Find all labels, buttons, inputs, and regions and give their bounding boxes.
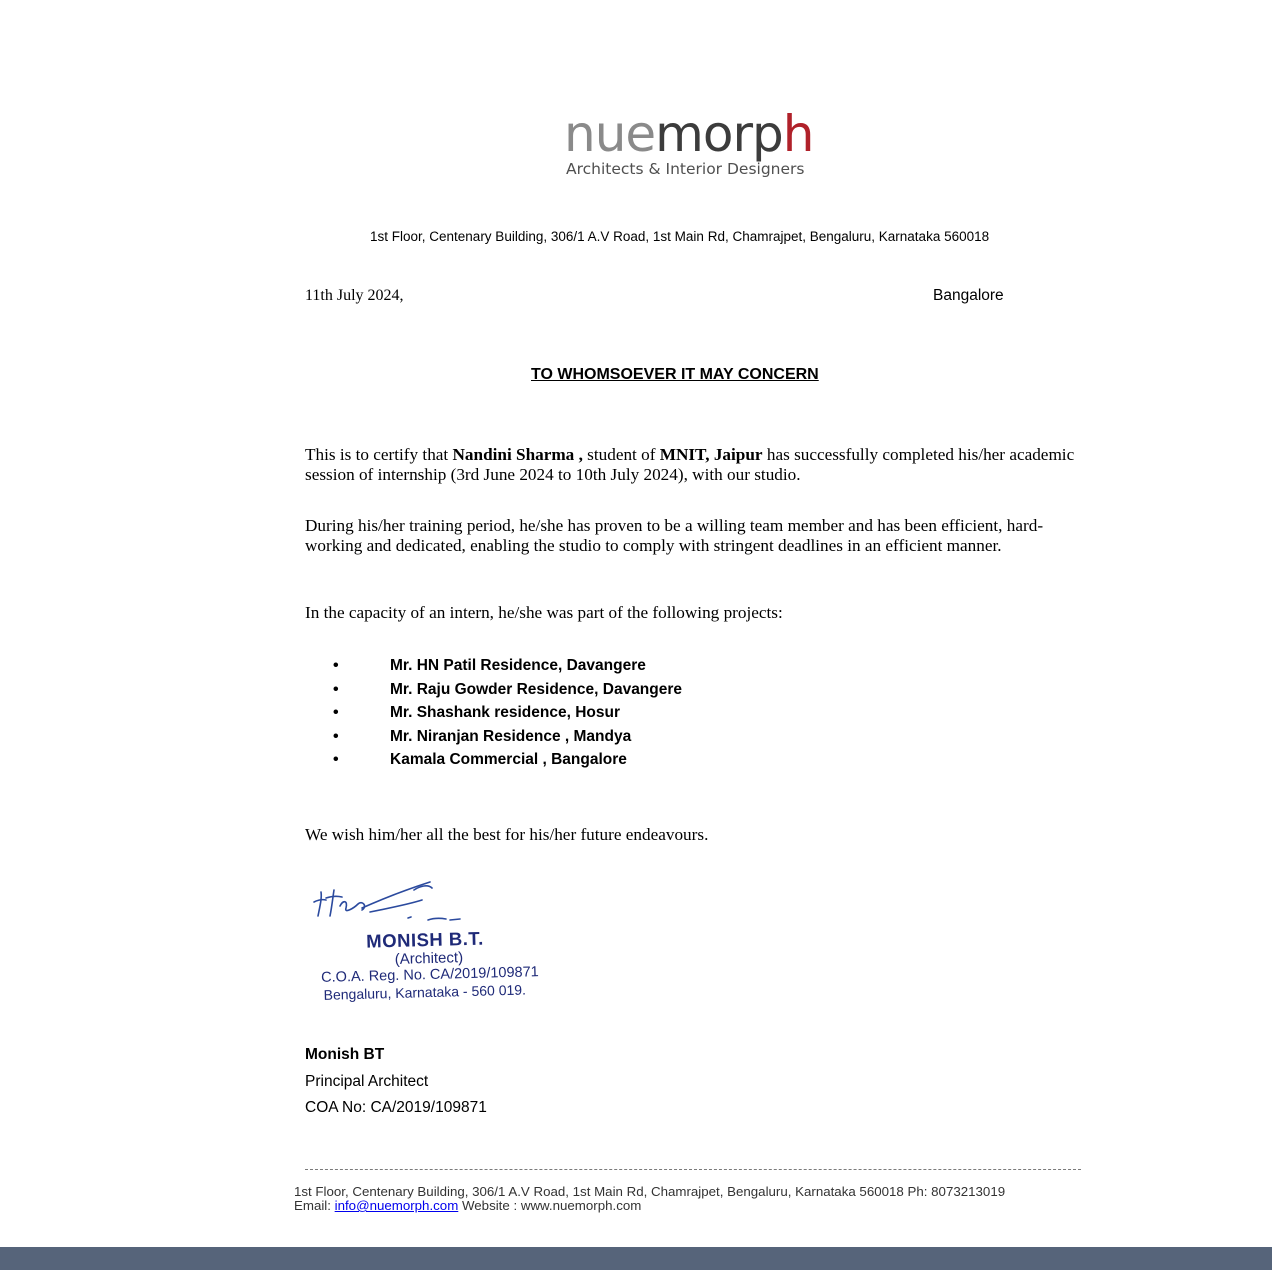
company-logo (562, 105, 832, 184)
stamp-registration: C.O.A. Reg. No. CA/2019/109871 (320, 964, 539, 986)
project-list (333, 654, 682, 772)
list-item: • Mr. Niranjan Residence , Mandya (333, 725, 682, 749)
email-link[interactable]: info@nuemorph.com (334, 1198, 459, 1213)
list-item: • Mr. Raju Gowder Residence, Davangere (333, 678, 682, 702)
letterhead-address: 1st Floor, Centenary Building, 306/1 A.V Road, 1st Main Rd, Chamrajpet, Bengaluru, Karnataka 560018 (370, 229, 990, 244)
signatory-title: Principal Architect (305, 1073, 429, 1090)
performance-paragraph: During his/her training period, he/she has proven to be a willing team member and has been efficient, hard-working and dedicated, enabling the studio to comply with stringent deadlines in an efficient manner. (305, 516, 1044, 555)
footer-divider (305, 1169, 1081, 1180)
intern-name: Nandini Sharma , (452, 445, 583, 464)
stamp-name: MONISH B.T. (365, 927, 485, 952)
letter-place: Bangalore (933, 287, 1004, 304)
letter-heading: TO WHOMSOEVER IT MAY CONCERN (531, 366, 819, 383)
stamp-role: (Architect) (394, 949, 464, 968)
website-text: Website : www.nuemorph.com (458, 1198, 642, 1213)
list-item: • Mr. HN Patil Residence, Davangere (333, 654, 682, 678)
letter-date: 11th July 2024, (305, 287, 404, 304)
bottom-color-bar (0, 1247, 1272, 1270)
signatory-coa-number: COA No: CA/2019/109871 (305, 1099, 487, 1116)
certification-paragraph: This is to certify that Nandini Sharma , student of MNIT, Jaipur has successfully completed his/her academic session of internship (3rd June 2024 to 10th July 2024), with our studio. (305, 445, 1075, 484)
signatory-name: Monish BT (305, 1046, 385, 1063)
handwritten-signature (310, 878, 480, 923)
projects-intro-paragraph: In the capacity of an intern, he/she was part of the following projects: (305, 603, 783, 622)
logo-tagline: Architects & Interior Designers (566, 160, 805, 178)
institute-name: MNIT, Jaipur (659, 445, 763, 464)
closing-paragraph: We wish him/her all the best for his/her future endeavours. (305, 825, 709, 844)
footer-address: 1st Floor, Centenary Building, 306/1 A.V Road, 1st Main Rd, Chamrajpet, Bengaluru, Karnataka 560018 Ph: 8073213019 (294, 1184, 1006, 1199)
list-item: • Mr. Shashank residence, Hosur (333, 701, 682, 725)
footer-contact (294, 1198, 641, 1213)
stamp-location: Bengaluru, Karnataka - 560 019. (323, 981, 527, 1003)
email-label: Email: (294, 1198, 335, 1213)
logo-wordmark: nuemorph (564, 105, 814, 163)
architect-stamp (316, 925, 578, 1012)
list-item: • Kamala Commercial , Bangalore (333, 748, 682, 772)
